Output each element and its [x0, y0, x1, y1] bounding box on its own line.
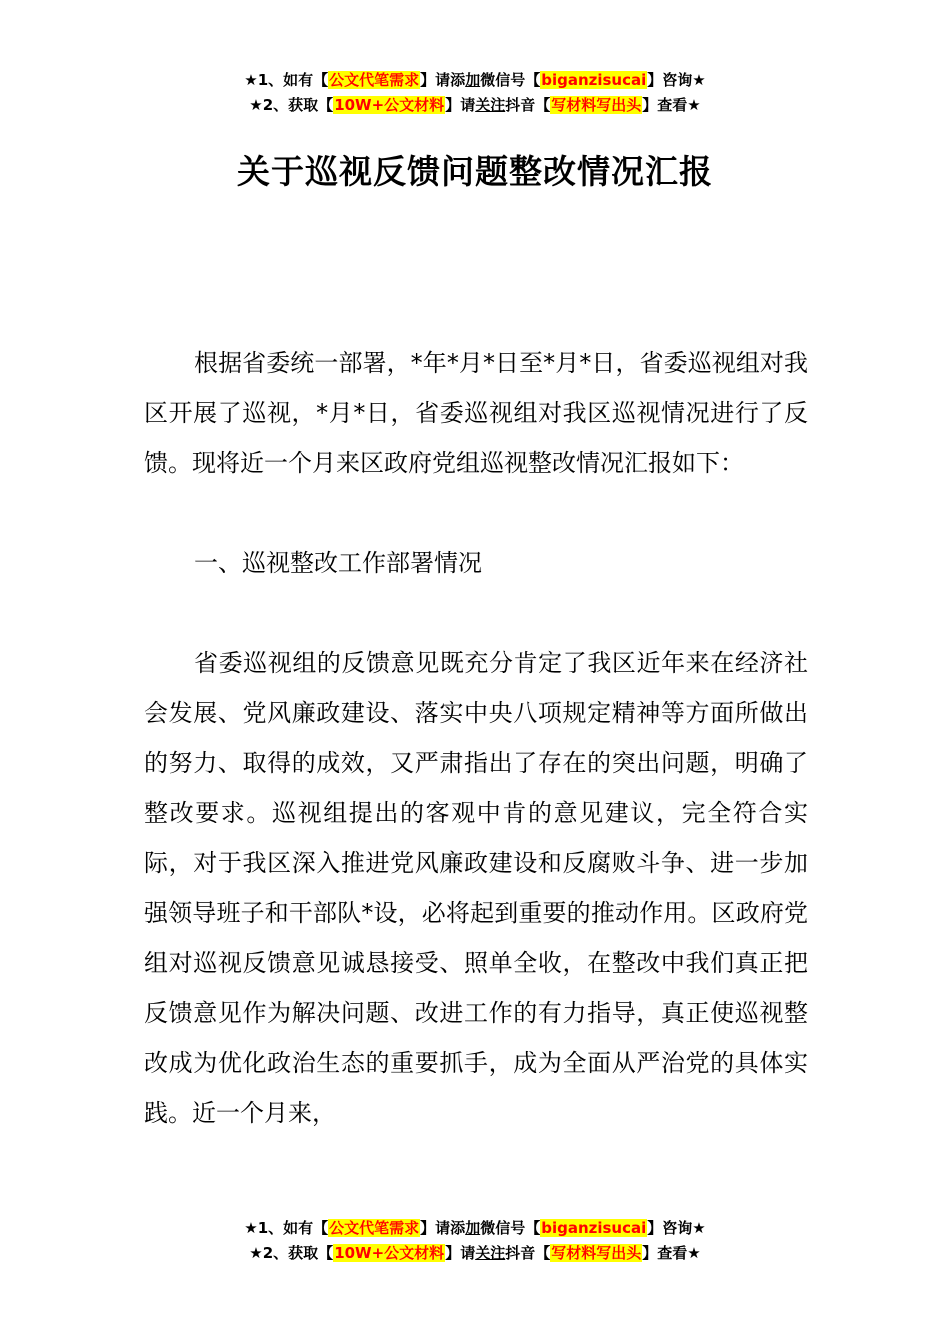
banner-highlight: biganzisucai — [541, 1219, 647, 1237]
banner-highlight: 写材料写出头 — [551, 1244, 642, 1262]
banner-line-1 — [0, 1216, 950, 1241]
banner-highlight: 公文代笔需求 — [329, 1219, 420, 1237]
banner-highlight: 10W+公文材料 — [334, 1244, 445, 1262]
banner-text: 微信号【 — [480, 71, 541, 89]
banner-text: 】咨询★ — [647, 1219, 706, 1237]
document-title: 关于巡视反馈问题整改情况汇报 — [237, 152, 713, 191]
banner-text: 】请 — [445, 1244, 476, 1262]
banner-text: 】咨询★ — [647, 71, 706, 89]
banner-text: 】请 — [445, 96, 476, 114]
banner-text: ★1、如有【 — [244, 71, 329, 89]
banner-highlight: biganzisucai — [541, 71, 647, 89]
banner-highlight: 公文代笔需求 — [329, 71, 420, 89]
banner-text: 微信号【 — [480, 1219, 541, 1237]
banner-highlight: 10W+公文材料 — [334, 96, 445, 114]
banner-underline: 加 — [465, 71, 481, 89]
banner-text: 】请添 — [420, 1219, 466, 1237]
paragraph-body: 省委巡视组的反馈意见既充分肯定了我区近年来在经济社会发展、党风廉政建设、落实中央八项规定精神等方面所做出的努力、取得的成效，又严肃指出了存在的突出问题，明确了整改要求。巡视组提出的客观中肯的意见建议，完全符合实际，对于我区深入推进党风廉政建设和反腐败斗争、进一步加强领导班子和干部队*设，必将起到重要的推动作用。区政府党组对巡视反馈意见诚恳接受、照单全收，在整改中我们真正把反馈意见作为解决问题、改进工作的有力指导，真正使巡视整改成为优化政治生态的重要抓手，成为全面从严治党的具体实践。近一个月来， — [144, 649, 808, 1127]
banner-text: 抖音【 — [505, 1244, 551, 1262]
footer-banner — [0, 1216, 950, 1266]
banner-line-2 — [0, 93, 950, 118]
banner-text: ★1、如有【 — [244, 1219, 329, 1237]
section-heading: 一、巡视整改工作部署情况 — [194, 549, 482, 577]
banner-line-2 — [0, 1241, 950, 1266]
banner-highlight: 写材料写出头 — [551, 96, 642, 114]
banner-line-1 — [0, 68, 950, 93]
paragraph-intro: 根据省委统一部署，*年*月*日至*月*日，省委巡视组对我区开展了巡视，*月*日，省委巡视组对我区巡视情况进行了反馈。现将近一个月来区政府党组巡视整改情况汇报如下： — [144, 349, 808, 477]
banner-text: 】请添 — [420, 71, 466, 89]
banner-text: 抖音【 — [505, 96, 551, 114]
banner-underline: 加 — [465, 1219, 481, 1237]
banner-text: ★2、获取【 — [249, 96, 334, 114]
banner-text: ★2、获取【 — [249, 1244, 334, 1262]
banner-text: 】查看★ — [642, 96, 701, 114]
banner-underline: 关注 — [475, 96, 506, 114]
document-body — [144, 338, 808, 1138]
banner-text: 】查看★ — [642, 1244, 701, 1262]
banner-underline: 关注 — [475, 1244, 506, 1262]
header-banner — [0, 68, 950, 118]
